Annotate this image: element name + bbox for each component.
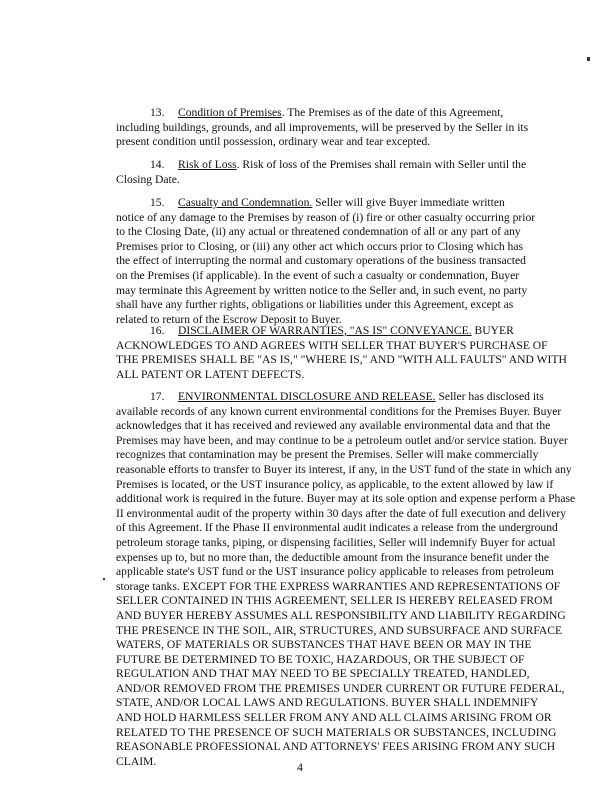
text-line: related to return of the Escrow Deposit to Buyer.: [116, 312, 342, 326]
section-first-line: [116, 324, 514, 339]
scan-mark: [103, 578, 105, 580]
section-number: 14.: [150, 158, 165, 171]
text-line: CLAIM.: [116, 754, 157, 768]
section-number: 16.: [150, 324, 165, 337]
section-first-line: [116, 106, 504, 121]
text-line: storage tanks. EXCEPT FOR THE EXPRESS WARRANTIES AND REPRESENTATIONS OF: [116, 579, 561, 593]
text-line: recognizes that contamination may be present the Premises. Seller will make commercially: [116, 448, 539, 462]
section-heading: ENVIRONMENTAL DISCLOSURE AND RELEASE.: [178, 390, 436, 403]
text-line: REASONABLE PROFESSIONAL AND ATTORNEYS' FEES ARISING FROM ANY SUCH: [116, 740, 556, 754]
text-line: FUTURE BE DETERMINED TO BE TOXIC, HAZARDOUS, OR THE SUBJECT OF: [116, 652, 525, 666]
text-line: THE PREMISES SHALL BE "AS IS," "WHERE IS," AND "WITH ALL FAULTS" AND WITH: [116, 353, 567, 367]
page-number: 4: [297, 760, 303, 774]
section-text: . The Premises as of the date of this Agreement,: [281, 106, 504, 119]
text-line: available records of any known current environmental conditions for the Premises Buyer. Buyer: [116, 404, 562, 418]
section-heading: Casualty and Condemnation.: [178, 196, 313, 209]
section-environmental-disclosure: [116, 390, 576, 769]
section-casualty-and-condemnation: [116, 196, 536, 327]
text-line: on the Premises (if applicable). In the event of such a casualty or condemnation, Buyer: [116, 268, 520, 282]
text-line: Premises prior to Closing, or (iii) any other act which occurs prior to Closing which has: [116, 239, 523, 253]
text-line: SELLER CONTAINED IN THIS AGREEMENT, SELLER IS HEREBY RELEASED FROM: [116, 594, 553, 608]
section-disclaimer-of-warranties: [116, 324, 567, 382]
text-line: reasonable efforts to transfer to Buyer its interest, if any, in the UST fund of the state in which any: [116, 462, 572, 476]
section-number: 15.: [150, 196, 165, 209]
text-line: Premises may have been, and may continue to be a petroleum outlet and/or service station. Buyer: [116, 433, 568, 447]
text-line: notice of any damage to the Premises by reason of (i) fire or other casualty occurring prior: [116, 210, 536, 224]
section-text: BUYER: [471, 324, 514, 337]
text-line: present condition until possession, ordinary wear and tear excepted.: [116, 135, 431, 149]
text-line: AND BUYER HEREBY ASSUMES ALL RESPONSIBILITY AND LIABILITY REGARDING: [116, 608, 566, 622]
text-line: ACKNOWLEDGES TO AND AGREES WITH SELLER THAT BUYER'S PURCHASE OF: [116, 338, 548, 352]
text-line: petroleum storage tanks, piping, or dispensing facilities, Seller will indemnify Buyer for actual: [116, 535, 556, 549]
text-line: applicable state's UST fund or the UST insurance policy applicable to releases from petroleum: [116, 565, 554, 579]
text-line: including buildings, grounds, and all improvements, will be preserved by the Seller in its: [116, 120, 529, 134]
text-line: STATE, AND/OR LOCAL LAWS AND REGULATIONS. BUYER SHALL INDEMNIFY: [116, 696, 539, 710]
text-line: AND HOLD HARMLESS SELLER FROM ANY AND ALL CLAIMS ARISING FROM OR: [116, 711, 552, 725]
section-text: Seller has disclosed its: [435, 390, 544, 403]
text-line: expenses up to, but no more than, the deductible amount from the insurance benefit under the: [116, 550, 550, 564]
section-text: Seller will give Buyer immediate written: [312, 196, 505, 209]
text-line: Premises is located, or the UST insurance policy, as applicable, to the extent allowed by law if: [116, 477, 554, 491]
text-line: shall have any further rights, obligations or liabilities under this Agreement, except as: [116, 298, 514, 312]
text-line: WATERS, OF MATERIALS OR SUBSTANCES THAT HAVE BEEN OR MAY IN THE: [116, 638, 532, 652]
text-line: may terminate this Agreement by written notice to the Seller and, in such event, no party: [116, 283, 528, 297]
text-line: acknowledges that it has received and reviewed any available environmental data and that the: [116, 419, 551, 433]
text-line: RELATED TO THE PRESENCE OF SUCH MATERIALS OR SUBSTANCES, INCLUDING: [116, 725, 557, 739]
text-line: THE PRESENCE IN THE SOIL, AIR, STRUCTURES, AND SUBSURFACE AND SURFACE: [116, 623, 563, 637]
section-heading: DISCLAIMER OF WARRANTIES, "AS IS" CONVEYANCE.: [178, 324, 472, 337]
text-line: AND/OR REMOVED FROM THE PREMISES UNDER CURRENT OR FUTURE FEDERAL,: [116, 681, 565, 695]
text-line: II environmental audit of the property within 30 days after the date of full execution and delivery: [116, 506, 567, 520]
section-heading: Risk of Loss: [178, 158, 237, 171]
text-line: additional work is required in the future. Buyer may at its sole option and expense perform a Phase: [116, 492, 576, 506]
text-line: to the Closing Date, (ii) any actual or threatened condemnation of all or any part of any: [116, 225, 521, 239]
section-text: . Risk of loss of the Premises shall remain with Seller until the: [236, 158, 527, 171]
section-first-line: [116, 158, 527, 173]
text-line: ALL PATENT OR LATENT DEFECTS.: [116, 367, 305, 381]
section-heading: Condition of Premises: [178, 106, 282, 119]
scan-mark: [587, 57, 590, 61]
text-line: the effect of interrupting the normal and customary operations of the business transacted: [116, 254, 526, 268]
text-line: of this Agreement. If the Phase II environmental audit indicates a release from the underground: [116, 521, 558, 535]
section-number: 13.: [150, 106, 165, 119]
section-risk-of-loss: [116, 158, 527, 187]
section-number: 17.: [150, 390, 165, 403]
section-condition-of-premises: [116, 106, 529, 150]
section-first-line: [116, 196, 505, 211]
text-line: REGULATION AND THAT MAY NEED TO BE SPECIALLY TREATED, HANDLED,: [116, 667, 530, 681]
section-first-line: [116, 390, 544, 405]
text-line: Closing Date.: [116, 172, 180, 186]
